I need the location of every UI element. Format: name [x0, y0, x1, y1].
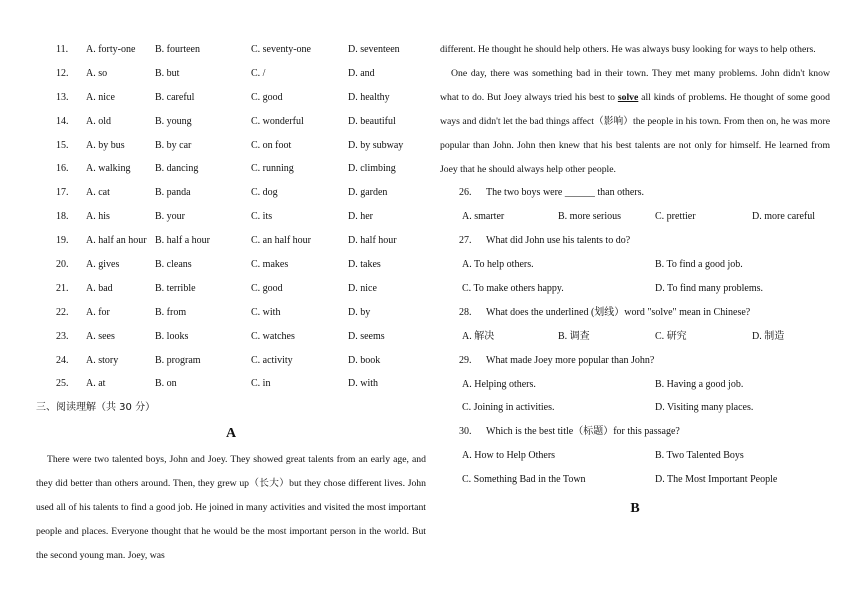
question-text: What made Joey more popular than John?: [486, 354, 655, 366]
option-c: C. dog: [251, 187, 278, 199]
option-c: C. good: [251, 282, 283, 294]
question-27-options-ab: [440, 253, 830, 277]
option-c: C. prettier: [655, 211, 696, 223]
option-b: B. program: [155, 354, 201, 366]
option-b: B. but: [155, 67, 180, 79]
option-d: D. by subway: [348, 139, 404, 151]
option-b: B. panda: [155, 187, 191, 199]
section-heading: 三、阅读理解（共 30 分）: [36, 402, 156, 414]
question-text: Which is the best title（标题）for this passage?: [486, 426, 680, 438]
option-d: D. garden: [348, 187, 388, 199]
question-number: 30.: [459, 426, 472, 438]
question-number: 14.: [56, 115, 69, 127]
option-a: A. To help others.: [462, 259, 534, 271]
right-column: [440, 38, 830, 522]
question-number: 17.: [56, 187, 69, 199]
option-d: D. nice: [348, 282, 377, 294]
question-26-options: [440, 205, 830, 229]
question-number: 18.: [56, 211, 69, 223]
question-number: 26.: [459, 187, 472, 199]
cloze-row-15: [36, 134, 426, 158]
cloze-row-19: [36, 229, 426, 253]
cloze-row-21: [36, 277, 426, 301]
option-d: D. by: [348, 306, 371, 318]
option-d: D. with: [348, 378, 378, 390]
option-b: B. terrible: [155, 282, 196, 294]
option-a: A. his: [86, 211, 110, 223]
option-a: A. by bus: [86, 139, 125, 151]
option-c: C. an half hour: [251, 235, 311, 247]
option-b: B. on: [155, 378, 177, 390]
passage-a-paragraph-2: [440, 62, 830, 182]
option-c: C. its: [251, 211, 273, 223]
question-number: 21.: [56, 282, 69, 294]
question-number: 19.: [56, 235, 69, 247]
cloze-row-23: [36, 325, 426, 349]
option-d: D. 制造: [752, 330, 785, 342]
cloze-row-13: [36, 86, 426, 110]
option-a: A. smarter: [462, 211, 505, 223]
cloze-row-17: [36, 181, 426, 205]
option-b: B. Two Talented Boys: [655, 450, 744, 462]
question-text: What did John use his talents to do?: [486, 235, 631, 247]
passage-a-title: A: [225, 426, 237, 442]
option-d: D. takes: [348, 259, 381, 271]
option-a: A. at: [86, 378, 106, 390]
passage-a-paragraph-1-continued: different. He thought he should help others. He was always busy looking for ways to help others.: [440, 44, 816, 55]
option-c: C. on foot: [251, 139, 292, 151]
option-a: A. sees: [86, 330, 115, 342]
option-b: B. half a hour: [155, 235, 210, 247]
option-a: A. How to Help Others: [462, 450, 556, 462]
option-c: C. seventy-one: [251, 44, 311, 55]
question-number: 23.: [56, 330, 69, 342]
option-d: D. seems: [348, 330, 385, 342]
cloze-row-16: [36, 157, 426, 181]
cloze-row-22: [36, 301, 426, 325]
option-c: C. in: [251, 378, 271, 390]
question-number: 22.: [56, 306, 69, 318]
option-b: B. from: [155, 306, 187, 318]
option-d: D. and: [348, 67, 375, 79]
option-c: C. wonderful: [251, 115, 304, 127]
question-26: [440, 181, 830, 205]
paragraph-text: One day, there was something bad in their town. They met many problems. John didn't know what to do. But Joey always tried his best to: [440, 67, 830, 103]
question-text: What does the underlined (划线）word "solve" mean in Chinese?: [486, 306, 751, 318]
option-d: D. Visiting many places.: [655, 402, 754, 414]
option-b: B. dancing: [155, 163, 199, 175]
question-number: 11.: [56, 44, 69, 55]
cloze-row-25: [36, 372, 426, 396]
option-b: B. young: [155, 115, 192, 127]
cloze-row-18: [36, 205, 426, 229]
option-c: C. running: [251, 163, 294, 175]
cloze-row-11: [36, 38, 426, 62]
option-b: B. careful: [155, 91, 195, 103]
option-a: A. nice: [86, 91, 115, 103]
option-a: A. so: [86, 67, 108, 79]
option-b: B. Having a good job.: [655, 378, 744, 390]
question-number: 28.: [459, 306, 472, 318]
option-b: B. To find a good job.: [655, 259, 743, 271]
cloze-options-list: [36, 38, 426, 396]
question-30-options-cd: [440, 468, 830, 492]
option-d: D. book: [348, 354, 381, 366]
paragraph-text: all kinds of problems. He thought of some good ways and didn't let the bad things affect（影响）the people in his town. From then on, he was more popular than John. John then knew that his best talents are not only for himself. He learned from Joey that he should always help other people.: [440, 91, 830, 175]
question-number: 24.: [56, 354, 69, 366]
option-c: C. To make others happy.: [462, 283, 564, 294]
option-b: B. fourteen: [155, 44, 200, 55]
option-c: C. /: [251, 67, 266, 79]
underlined-word-solve: solve: [617, 91, 639, 103]
option-b: B. more serious: [558, 211, 622, 223]
question-27: [440, 229, 830, 253]
question-number: 20.: [56, 259, 69, 271]
option-c: C. watches: [251, 330, 295, 342]
question-28: [440, 301, 830, 325]
passage-a-paragraph-1: There were two talented boys, John and Joey. They showed great talents from an early age, and they did better than others around. Then, they grew up（长大）but they chose different lives. John used all of his talents to find a good job. He joined in many activities and visited the most important people and places. Everyone thought that he would be the most important person in the world. But the second young man. Joey, was: [36, 454, 426, 561]
cloze-row-24: [36, 349, 426, 373]
option-a: A. cat: [86, 187, 110, 199]
option-a: A. for: [86, 306, 110, 318]
option-a: A. forty-one: [86, 44, 136, 55]
option-a: A. Helping others.: [462, 378, 536, 390]
cloze-row-14: [36, 110, 426, 134]
question-29: [440, 349, 830, 373]
option-d: D. more careful: [752, 211, 816, 223]
option-d: D. healthy: [348, 91, 390, 103]
option-a: A. gives: [86, 259, 120, 271]
option-a: A. walking: [86, 163, 131, 175]
option-c: C. 研究: [655, 330, 687, 342]
question-number: 15.: [56, 139, 69, 151]
question-number: 16.: [56, 163, 69, 175]
option-d: D. The Most Important People: [655, 474, 778, 486]
option-b: B. looks: [155, 330, 189, 342]
option-d: D. To find many problems.: [655, 283, 763, 294]
question-29-options-ab: [440, 373, 830, 397]
option-a: A. bad: [86, 282, 113, 294]
option-c: C. with: [251, 306, 281, 318]
question-30: [440, 420, 830, 444]
option-d: D. climbing: [348, 163, 396, 175]
option-a: A. half an hour: [86, 235, 147, 247]
left-column: [36, 38, 426, 568]
option-c: C. activity: [251, 354, 293, 366]
question-number: 13.: [56, 91, 69, 103]
option-b: B. 调查: [558, 330, 590, 342]
option-c: C. Joining in activities.: [462, 402, 555, 414]
question-30-options-ab: [440, 444, 830, 468]
option-c: C. good: [251, 91, 283, 103]
option-b: B. your: [155, 211, 185, 223]
option-b: B. by car: [155, 139, 192, 151]
question-number: 12.: [56, 67, 69, 79]
option-c: C. makes: [251, 259, 289, 271]
option-a: A. story: [86, 354, 119, 366]
option-b: B. cleans: [155, 259, 192, 271]
question-text: The two boys were ______ than others.: [486, 187, 645, 199]
option-d: D. beautiful: [348, 115, 396, 127]
option-d: D. half hour: [348, 235, 397, 247]
option-a: A. 解决: [462, 330, 495, 342]
question-number: 25.: [56, 378, 69, 390]
question-number: 27.: [459, 235, 472, 247]
cloze-row-20: [36, 253, 426, 277]
passage-b-title: B: [630, 501, 640, 517]
question-29-options-cd: [440, 396, 830, 420]
cloze-row-12: [36, 62, 426, 86]
question-27-options-cd: [440, 277, 830, 301]
question-28-options: [440, 325, 830, 349]
option-d: D. seventeen: [348, 44, 400, 55]
question-number: 29.: [459, 354, 472, 366]
option-c: C. Something Bad in the Town: [462, 474, 586, 486]
option-a: A. old: [86, 115, 111, 127]
option-d: D. her: [348, 211, 373, 223]
